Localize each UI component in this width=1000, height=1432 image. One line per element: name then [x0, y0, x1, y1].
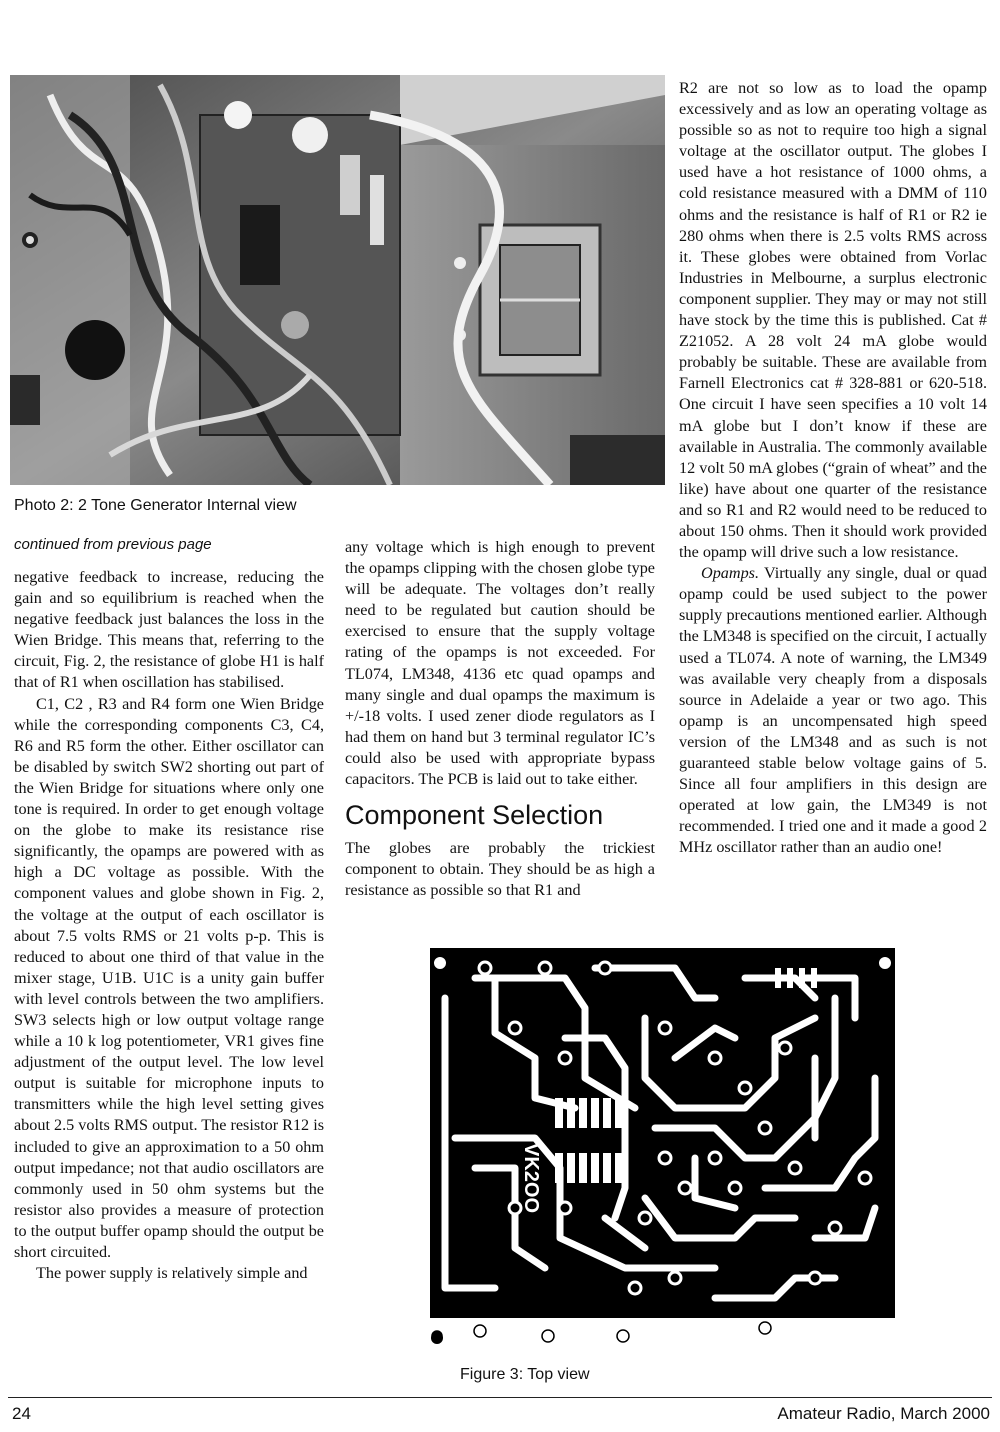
footer-rule — [8, 1397, 992, 1398]
col3-paragraph-1: R2 are not so low as to load the opamp excessively and as low an operating voltage as possible so as not to require too high a signal voltage at the oscillator output. The globes I used have a hot resistance of 1000 ohms, a cold resistance measured with a DMM of 110 ohms and the resistance is half of R1 or R2 ie 280 ohms when there is 2.5 volts RMS across it. These globes were obtained from Vorlac Industries in Melbourne, a surplus electronic component supplier. They may or may not still have stock by the time this is published. Cat # Z21052. A 28 volt 24 mA globe would probably be suitable. These are available from Farnell Electronics cat # 328-881 or 620-518. One circuit I have seen specifies a 10 volt 14 mA globe but I don’t know if these are available in Australia. The commonly available 12 volt 50 mA globes (“grain of wheat” and the like) have about one quarter of the resistance and so R1 and R2 would need to be reduced to about 150 ohms. Then it should work provided the opamp will drive such a low resistance. — [679, 79, 987, 562]
column-1 — [14, 567, 324, 1284]
section-heading: Component Selection — [345, 800, 604, 831]
opamps-text: Virtually any single, dual or quad opamp could be used subject to the power supply precautions mentioned earlier. Although the LM348 is specified on the circuit, I actually used a TL074. A note of warning, the LM349 was available very cheaply from a disposals source in Adelaide a year or two ago. This opamp is an uncompensated high speed version of the LM348 and as such is not guaranteed stable below voltage gains of 5. Since all four amplifiers in this design are operated at low gain, the LM349 is not recommended. I tried one and it made a good 2 MHz oscillator rather than an audio one! — [679, 564, 987, 857]
photo-caption: Photo 2: 2 Tone Generator Internal view — [14, 497, 297, 514]
col1-paragraph-1: negative feedback to increase, reducing the gain and so equilibrium is reached when the negative feedback just balances the loss in the Wien Bridge. This means that, referring to the circuit, Fig. 2, the resistance of globe H1 is half that of R1 when oscillation has stabilised. — [14, 568, 324, 692]
publication-info: Amateur Radio, March 2000 — [777, 1404, 990, 1423]
figure-caption: Figure 3: Top view — [460, 1366, 590, 1383]
col3-paragraph-2 — [679, 563, 987, 858]
continued-note: continued from previous page — [14, 536, 212, 553]
col2-paragraph-1: any voltage which is high enough to prevent the opamps clipping with the chosen globe type will be adequate. The voltages don’t really need to be regulated but caution should be exercised to ensure that the supply voltage rating of the opamps is not exceeded. For TL074, LM348, 4136 etc quad opamps and many single and dual opamps the maximum is +/-18 volts. I used zener diode regulators as I had them on hand but 3 terminal regulator IC’s could also be used with appropriate bypass capacitors. The PCB is laid out to take either. — [345, 538, 655, 789]
pcb-callsign: VK2OO — [520, 1143, 542, 1214]
col1-paragraph-2: C1, C2 , R3 and R4 form one Wien Bridge while the corresponding components C3, C4, R6 and R5 form the other. Either oscillator can be disabled by switch SW2 shorting out part of the Wien Bridge for situations where only one tone is required. In order to get enough voltage on the globe to make its resistance rise significantly, the opamps are powered with as high a DC voltage as possible. With the component values and globe shown in Fig. 2, the voltage at the output of each oscillator is about 7.5 volts RMS or 21 volts p-p. This is reduced to about one third of that value in the mixer stage, U1B. U1C is a unity gain buffer with level controls between the two amplifiers. SW3 selects high or low output voltage range while a 10 k log potentiometer, VR1 gives fine adjustment of the output level. The low level output is suitable for microphone inputs to transmitters while the high level setting gives about 2.5 volts RMS output. The resistor R12 is included to give an approximation to a 50 ohm output impedance; not that audio oscillators are commonly used in 50 ohm systems but the resistor also provides a measure of protection to the output buffer opamp should the output be short circuited. — [14, 694, 324, 1261]
column-3 — [679, 78, 987, 858]
internal-view-photo — [10, 75, 665, 485]
column-2 — [345, 537, 655, 901]
page-number: 24 — [12, 1404, 31, 1423]
col2-paragraph-2: The globes are probably the trickiest component to obtain. They should be as high a resistance as possible so that R1 and — [345, 839, 655, 900]
col1-paragraph-3: The power supply is relatively simple and — [36, 1264, 308, 1283]
opamps-lead: Opamps. — [701, 564, 760, 583]
pcb-figure — [415, 938, 910, 1358]
